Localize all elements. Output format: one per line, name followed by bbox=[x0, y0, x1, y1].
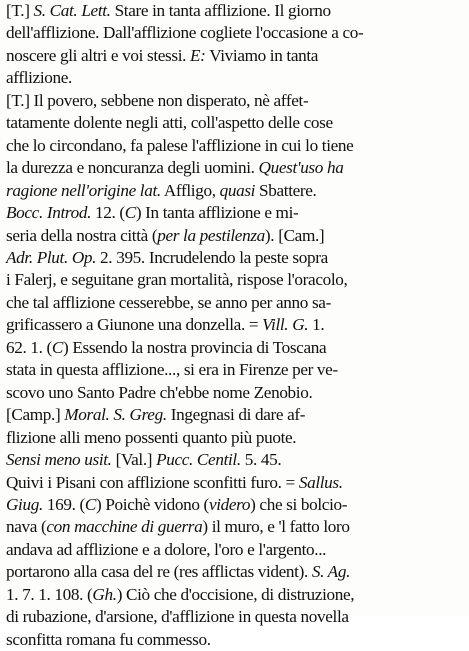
text-line bbox=[6, 584, 464, 606]
text-segment: [Camp.] bbox=[6, 405, 65, 425]
text-line bbox=[6, 427, 464, 449]
text-segment: tatamente dolente negli atti, coll'aspetto delle cose bbox=[6, 113, 333, 133]
text-segment: Quivi i Pisani con afflizione sconfitti furo. = bbox=[6, 472, 299, 492]
text-segment: flizione alli meno possenti quanto più puote. bbox=[6, 427, 297, 447]
text-segment: 1. bbox=[308, 315, 325, 335]
text-segment: Viviamo in tanta bbox=[205, 45, 319, 65]
italic-text: Pucc. Centil. bbox=[156, 450, 241, 470]
text-line bbox=[6, 516, 464, 538]
italic-text: per la pestilenza bbox=[157, 225, 265, 245]
text-segment: ) che si bolcio- bbox=[250, 494, 348, 514]
italic-text: Moral. S. Greg. bbox=[64, 405, 167, 425]
text-segment: [Val.] bbox=[111, 450, 157, 470]
italic-text: Sallus. bbox=[298, 472, 343, 492]
text-line bbox=[6, 247, 464, 269]
text-segment: Affligo, bbox=[160, 180, 220, 200]
text-segment: [T.] Il povero, sebbene non disperato, nè affet- bbox=[6, 90, 309, 110]
text-segment: i Falerj, e seguitane gran mortalità, rispose l'oracolo, bbox=[6, 270, 348, 290]
text-segment: che tal afflizione cesserebbe, se anno per anno sa- bbox=[6, 292, 331, 312]
text-line bbox=[6, 225, 464, 247]
italic-text: Sensi meno usit. bbox=[6, 450, 112, 470]
text-segment: noscere gli altri e voi stessi. bbox=[6, 45, 191, 65]
text-line bbox=[6, 0, 464, 22]
text-segment: 12. ( bbox=[91, 203, 125, 223]
text-segment: andava ad afflizione e a dolore, l'oro e l'argento... bbox=[6, 539, 327, 559]
text-segment: Ingegnasi di dare af- bbox=[166, 405, 306, 425]
text-segment: ) In tanta afflizione e mi- bbox=[135, 203, 299, 223]
text-line bbox=[6, 359, 464, 381]
italic-text: ragione nell'origine lat. bbox=[6, 180, 161, 200]
text-line bbox=[6, 45, 464, 67]
text-line bbox=[6, 67, 464, 89]
text-segment: 169. ( bbox=[42, 494, 85, 514]
italic-text: Bocc. Introd. bbox=[6, 203, 92, 223]
text-segment: Sbattere. bbox=[255, 180, 317, 200]
text-segment: di rubazione, d'arsione, d'afflizione in questa novella bbox=[6, 607, 349, 627]
italic-text: Giug. bbox=[6, 494, 43, 514]
text-line bbox=[6, 202, 464, 224]
text-segment: stata in questa afflizione..., si era in Firenze per ve- bbox=[6, 360, 338, 380]
text-line bbox=[6, 157, 464, 179]
italic-text: C bbox=[84, 494, 97, 514]
text-line bbox=[6, 629, 464, 651]
text-line bbox=[6, 606, 464, 628]
text-line bbox=[6, 404, 464, 426]
text-line bbox=[6, 382, 464, 404]
text-segment: 62. 1. ( bbox=[6, 337, 52, 357]
italic-text: S. Ag. bbox=[311, 562, 351, 582]
text-segment: 2. 395. Incrudelendo la peste sopra bbox=[96, 247, 328, 267]
italic-text: C bbox=[124, 203, 136, 223]
text-segment: dell'afflizione. Dall'afflizione cogliete l'occasione a co- bbox=[6, 23, 364, 43]
text-line bbox=[6, 494, 464, 516]
text-line bbox=[6, 314, 464, 336]
text-segment: ) Ciò che d'occisione, di distruzione, bbox=[116, 584, 355, 604]
text-segment: 1. 7. 1. 108. ( bbox=[6, 584, 93, 604]
text-line bbox=[6, 449, 464, 471]
text-segment: [T.] bbox=[6, 1, 34, 20]
text-line bbox=[6, 269, 464, 291]
dictionary-entry-text bbox=[6, 0, 464, 651]
text-line bbox=[6, 561, 464, 583]
text-segment: ) Poichè vidono ( bbox=[96, 494, 209, 514]
text-segment: 5. 45. bbox=[240, 450, 282, 470]
italic-text: videro bbox=[208, 494, 251, 514]
text-segment: che lo circondano, fa palese l'afflizione in cui lo tiene bbox=[6, 135, 354, 155]
text-segment: Stare in tanta afflizione. Il giorno bbox=[110, 1, 331, 20]
italic-text: Gh. bbox=[92, 584, 117, 604]
text-line bbox=[6, 292, 464, 314]
text-segment: nava ( bbox=[6, 517, 47, 537]
text-line bbox=[6, 22, 464, 44]
text-segment: sconfitta romana fu commesso. bbox=[6, 629, 211, 649]
text-segment: afflizione. bbox=[6, 68, 72, 88]
text-segment: la durezza e noncuranza degli uomini. bbox=[6, 158, 259, 178]
italic-text: quasi bbox=[219, 180, 256, 200]
text-line bbox=[6, 90, 464, 112]
text-segment: ) il muro, e 'l fatto loro bbox=[202, 517, 350, 537]
text-line bbox=[6, 135, 464, 157]
italic-text: Vill. G. bbox=[262, 315, 309, 335]
text-segment: ) Essendo la nostra provincia di Toscana bbox=[63, 337, 327, 357]
text-line bbox=[6, 112, 464, 134]
text-line bbox=[6, 337, 464, 359]
italic-text: Quest'uso ha bbox=[258, 158, 344, 178]
italic-text: con macchine di guerra bbox=[46, 517, 203, 537]
text-line bbox=[6, 472, 464, 494]
italic-text: E: bbox=[190, 45, 206, 65]
text-segment: portarono alla casa del re (res afflictas vident). bbox=[6, 562, 312, 582]
text-segment: ). [Cam.] bbox=[264, 225, 325, 245]
italic-text: Adr. Plut. Op. bbox=[6, 247, 97, 267]
text-line bbox=[6, 539, 464, 561]
italic-text: C bbox=[51, 337, 64, 357]
text-segment: scovo uno Santo Padre ch'ebbe nome Zenobio. bbox=[6, 382, 313, 402]
text-line bbox=[6, 180, 464, 202]
text-segment: seria della nostra città ( bbox=[6, 225, 158, 245]
italic-text: S. Cat. Lett. bbox=[33, 1, 111, 20]
text-segment: grificassero a Giunone una donzella. = bbox=[6, 315, 263, 335]
